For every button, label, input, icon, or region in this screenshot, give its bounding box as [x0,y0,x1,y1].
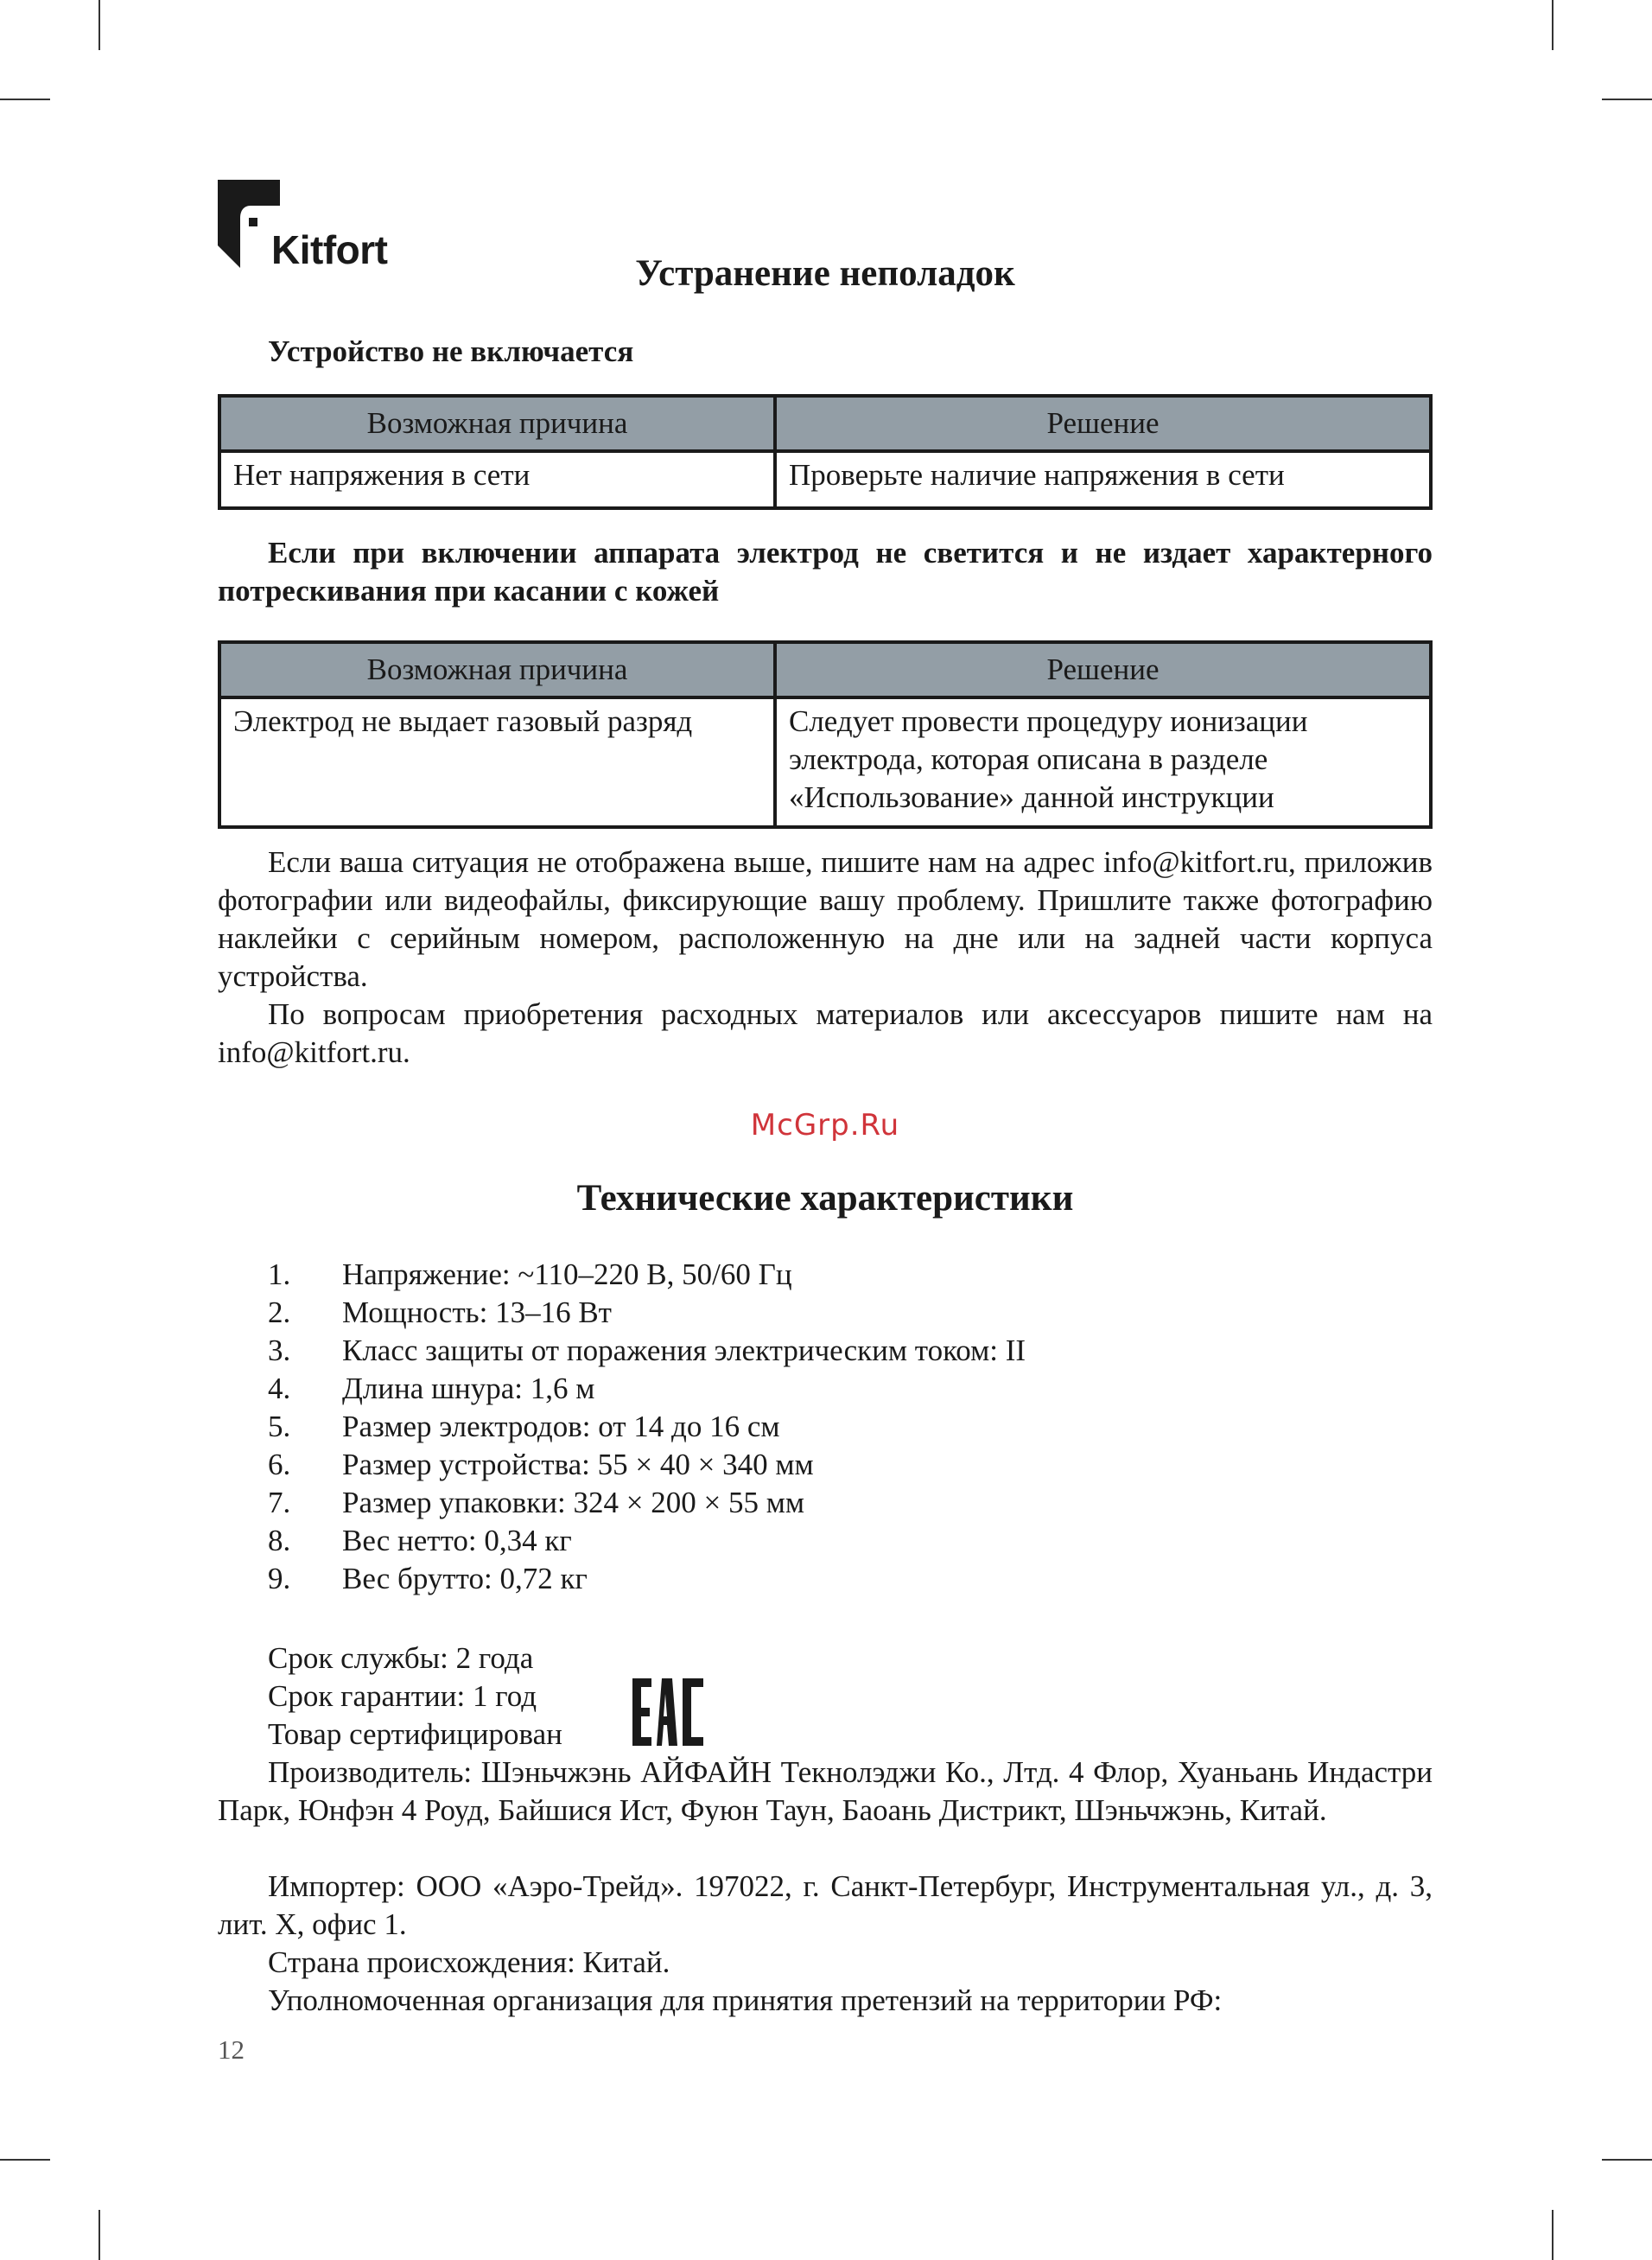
list-item-text: Класс защиты от поражения электрическим током: II [342,1334,1026,1367]
crop-mark [98,0,100,50]
list-item-number: 9. [268,1562,291,1595]
list-item-text: Размер устройства: 55 × 40 × 340 мм [342,1448,814,1481]
crop-mark [0,2159,50,2161]
watermark-text: McGrp.Ru [750,1108,900,1143]
crop-mark [98,2210,100,2260]
list-item-number: 7. [268,1486,291,1519]
list-item-number: 3. [268,1334,291,1367]
list-item [268,1294,1026,1332]
column-header-cause: Возможная причина [219,642,775,697]
case1-table [218,394,1433,510]
manufacturer: Производитель: Шэньчжэнь АЙФАЙН Текнолэджи Ко., Лтд. 4 Флор, Хуаньань Индастри Парк, Юнфэн 4 Роуд, Байшися Ист, Фуюн Таун, Баоань Дистрикт, Шэньчжэнь, Китай. [218,1755,1433,1827]
crop-mark [1552,0,1554,50]
brand-name: Kitfort [271,227,388,272]
case1-heading: Устройство не включается [268,334,634,368]
list-item [268,1332,1026,1370]
list-item-text: Напряжение: ~110–220 В, 50/60 Гц [342,1257,792,1291]
troubleshooting-title: Устранение неполадок [635,253,1015,294]
page-number: 12 [218,2034,245,2065]
list-item [268,1560,1026,1598]
column-header-cause: Возможная причина [219,396,775,451]
crop-mark [1602,99,1652,100]
list-item-number: 8. [268,1524,291,1557]
list-item-text: Мощность: 13–16 Вт [342,1296,612,1329]
table-cell-solution: Проверьте наличие напряжения в сети [775,451,1431,508]
case2-table [218,640,1433,829]
list-item [268,1446,1026,1484]
list-item-text: Размер электродов: от 14 до 16 см [342,1410,780,1443]
list-item-text: Длина шнура: 1,6 м [342,1372,595,1405]
column-header-solution: Решение [775,642,1431,697]
case2-heading: Если при включении аппарата электрод не светится и не издает характерного потрескивания при касании с кожей [218,536,1433,608]
table-row [219,697,1431,827]
warranty: Срок гарантии: 1 год [268,1679,537,1713]
list-item [268,1484,1026,1522]
list-item-text: Вес нетто: 0,34 кг [342,1524,572,1557]
claims-organization: Уполномоченная организация для принятия претензий на территории РФ: [268,1983,1223,2017]
contact-paragraph: Если ваша ситуация не отображена выше, пишите нам на адрес info@kitfort.ru, приложив фотографии или видеофайлы, фиксирующие вашу проблему. Пришлите также фотографию наклейки с серийным номером, расположенную на дне или на задней части корпуса устройства. [218,845,1433,993]
table-cell-cause: Электрод не выдает газовый разряд [219,697,775,827]
list-item [268,1256,1026,1294]
list-item-number: 4. [268,1372,291,1405]
specs-list [268,1256,1026,1598]
eac-certification-icon [631,1677,705,1748]
list-item-number: 6. [268,1448,291,1481]
list-item-text: Размер упаковки: 324 × 200 × 55 мм [342,1486,805,1519]
list-item-number: 2. [268,1296,291,1329]
table-row [219,451,1431,508]
table-cell-solution: Следует провести процедуру ионизации электрода, которая описана в разделе «Использование» данной инструкции [775,697,1431,827]
importer: Импортер: ООО «Аэро-Трейд». 197022, г. Санкт-Петербург, Инструментальная ул., д. 3, лит. Х, офис 1. [218,1869,1433,1941]
table-header-row [219,642,1431,697]
list-item [268,1522,1026,1560]
service-life: Срок службы: 2 года [268,1641,534,1675]
table-header-row [219,396,1431,451]
country-of-origin: Страна происхождения: Китай. [268,1945,670,1979]
list-item-text: Вес брутто: 0,72 кг [342,1562,588,1595]
accessories-paragraph: По вопросам приобретения расходных материалов или аксессуаров пишите нам на info@kitfort.ru. [218,997,1433,1069]
table-cell-cause: Нет напряжения в сети [219,451,775,508]
column-header-solution: Решение [775,396,1431,451]
crop-mark [1602,2159,1652,2161]
list-item [268,1408,1026,1446]
list-item-number: 1. [268,1257,291,1291]
list-item-number: 5. [268,1410,291,1443]
crop-mark [0,99,50,100]
list-item [268,1370,1026,1408]
specs-title: Технические характеристики [576,1178,1074,1219]
crop-mark [1552,2210,1554,2260]
certified: Товар сертифицирован [268,1717,562,1751]
